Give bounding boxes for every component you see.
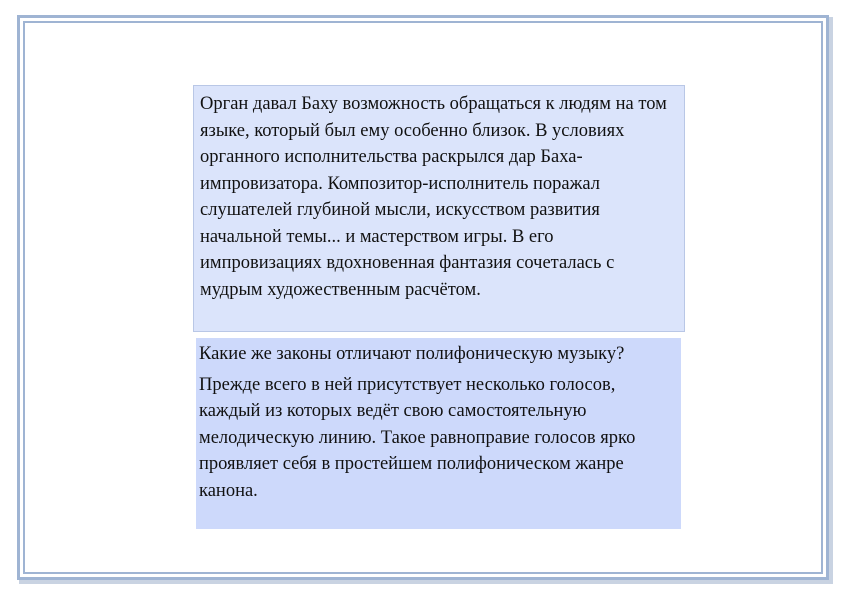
paragraph-organ: Орган давал Баху возможность обращаться к людям на том языке, который был ему особенно близок. В условиях органного исполнительства раскрылся дар Баха-импровизатора. Композитор-исполнитель поражал слушателей глубиной мысли, искусством развития начальной темы... и мастерством игры. В его импровизациях вдохновенная фантазия сочеталась с мудрым художественным расчётом. <box>200 94 667 300</box>
frame-shadow-right <box>829 17 833 582</box>
text-box-organ <box>193 85 685 332</box>
paragraph-question: Какие же законы отличают полифоническую музыку? <box>199 344 625 364</box>
frame-shadow-bottom <box>19 580 833 584</box>
text-box-polyphony <box>196 338 681 529</box>
paragraph-answer: Прежде всего в ней присутствует несколько голосов, каждый из которых ведёт свою самостоятельную мелодическую линию. Такое равноправие голосов ярко проявляет себя в простейшем полифоническом жанре канона. <box>199 374 636 501</box>
